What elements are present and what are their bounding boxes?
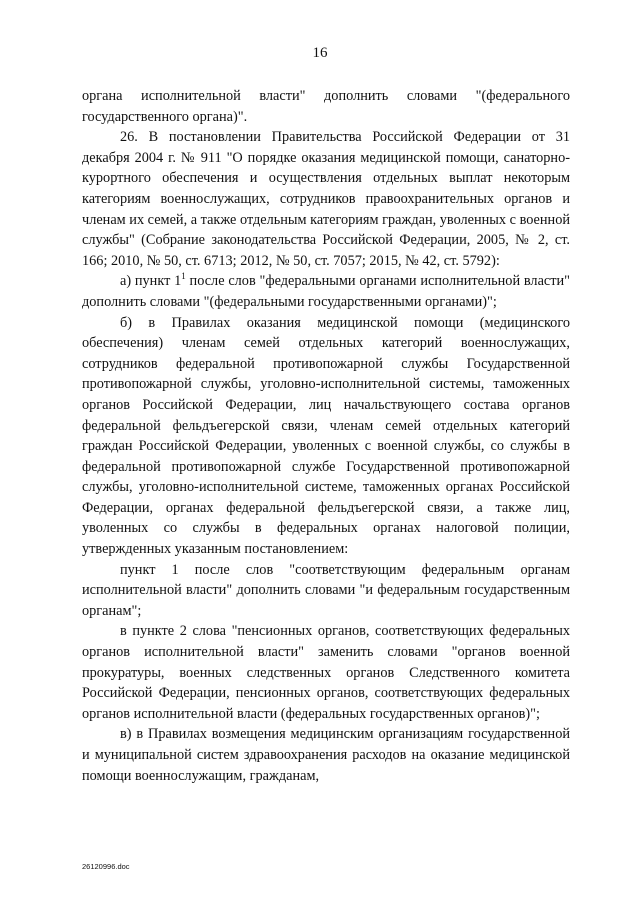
paragraph-point-1: пункт 1 после слов "соответствующим федеральным органам исполнительной власти" дополнить словами "и федеральным государственным органам"; bbox=[82, 561, 570, 619]
paragraph-subitem-b: б) в Правилах оказания медицинской помощи (медицинского обеспечения) членам семей отдельных категорий военнослужащих, сотрудников федеральной противопожарной службы Государственной противопожарной службы, уголовно-исполнительной системы, таможенных органов Российской Федерации, лиц начальствующего состава органов федеральной фельдъегерской связи, членам семей отдельных категорий граждан Российской Федерации, уволенных с военной службы, со службы в федеральной противопожарной службе Государственной противопожарной службы, уголовно-исполнительной системе, таможенных органах Российской Федерации, органах федеральной фельдъегерской связи, а также лиц, уволенных со службы в федеральных органах налоговой полиции, утвержденных указанным постановлением: bbox=[82, 314, 570, 558]
subitem-a-text-end: после слов "федеральными органами исполнительной власти" дополнить словами "(федеральными государственными органами)"; bbox=[82, 273, 570, 310]
superscript-one: 1 bbox=[181, 271, 186, 282]
paragraph-continuation: органа исполнительной власти" дополнить словами "(федерального государственного органа)". bbox=[82, 88, 570, 125]
document-filename: 26120996.doc bbox=[82, 862, 130, 871]
page-number: 16 bbox=[312, 45, 328, 61]
document-body bbox=[82, 86, 570, 786]
paragraph-subitem-v: в) в Правилах возмещения медицинским организациям государственной и муниципальной систем здравоохранения расходов на оказание медицинской помощи военнослужащим, гражданам, bbox=[82, 726, 570, 784]
subitem-a-text-start: а) пункт 1 bbox=[120, 273, 182, 290]
paragraph-subitem-a bbox=[82, 271, 570, 312]
paragraph-item-26: 26. В постановлении Правительства Российской Федерации от 31 декабря 2004 г. № 911 "О порядке оказания медицинской помощи, санаторно-курортного обеспечения и осуществления отдельных выплат некоторым категориям военнослужащих, сотрудников правоохранительных органов и членам их семей, а также отдельным категориям граждан, уволенных с военной службы" (Собрание законодательства Российской Федерации, 2005, № 2, ст. 166; 2010, № 50, ст. 6713; 2012, № 50, ст. 7057; 2015, № 42, ст. 5792): bbox=[82, 129, 570, 269]
paragraph-point-2: в пункте 2 слова "пенсионных органов, соответствующих федеральных органов исполнительной власти" заменить словами "органов военной прокуратуры, военных следственных органов Следственного комитета Российской Федерации, пенсионных органов, соответствующих федеральных органов исполнительной власти (федеральных государственных органов)"; bbox=[82, 623, 570, 722]
